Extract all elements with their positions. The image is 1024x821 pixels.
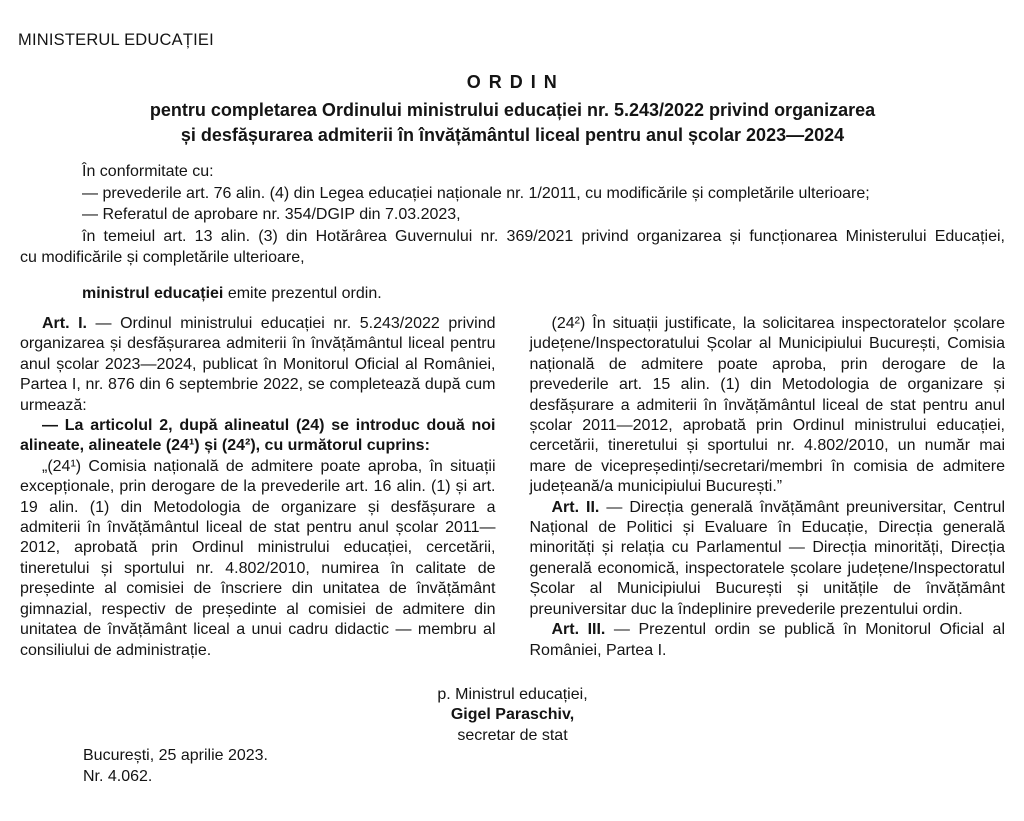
preamble	[20, 161, 1005, 304]
article-3-text: — Prezentul ordin se publică în Monitorul Oficial al României, Partea I.	[529, 621, 1005, 659]
order-body	[20, 314, 1005, 661]
issuance-details	[83, 746, 1005, 787]
article-1-label: Art. I.	[42, 315, 87, 332]
order-title	[20, 98, 1005, 148]
left-column	[20, 314, 496, 661]
place-and-date: București, 25 aprilie 2023.	[83, 747, 268, 765]
enactment-subject: ministrul educației	[82, 284, 224, 302]
order-title-line1: pentru completarea Ordinului ministrului educației nr. 5.243/2022 privind organizarea	[149, 100, 876, 120]
issuing-authority: MINISTERUL EDUCAȚIEI	[18, 31, 214, 49]
article-1-text: — Ordinul ministrului educației nr. 5.243/2022 privind organizarea și desfășurarea admiterii în învățământul liceal pentru anul școlar 2023—2024, publicat în Monitorul Oficial al României, Partea I, nr. 876 din 6 septembrie 2022, se completează după cum urmează:	[20, 315, 496, 414]
right-column	[530, 314, 1006, 661]
preamble-legal-basis-line2: cu modificările și completările ulterioare,	[20, 249, 305, 266]
enactment-rest: emite prezentul ordin.	[223, 284, 382, 302]
order-number: Nr. 4.062.	[83, 767, 153, 785]
order-heading: O R D I N	[466, 72, 559, 92]
preamble-intro: În conformitate cu:	[82, 163, 214, 180]
enactment-clause	[20, 283, 1005, 305]
preamble-item-approval-report: — Referatul de aprobare nr. 354/DGIP din 7.03.2023,	[82, 206, 461, 223]
article-2-label: Art. II.	[551, 498, 600, 516]
order-title-line2: și desfășurarea admiterii în învățământul liceal pentru anul școlar 2023—2024	[180, 125, 845, 145]
article-3	[530, 620, 1006, 661]
article-2-text: — Direcția generală învățământ preuniversitar, Centrul Național de Politici și Evaluare în Educație, Direcția generală minorități și relația cu Parlamentul — Direcția minorități, Direcția generală economică, inspectoratele școlare județene/Inspectoratul Școlar al Municipiului București și unitățile de învățământ preuniversitar duc la îndeplinire prevederile prezentului ordin.	[529, 498, 1005, 618]
signature-on-behalf: p. Ministrul educației,	[437, 685, 588, 703]
paragraph-24-2: (24²) În situații justificate, la solicitarea inspectoratelor școlare județene/Inspectoratului Școlar al Municipiului București, Comisia națională de admitere poate aproba, prin derogare de la prevederile art. 15 alin. (1) din Metodologia de organizare și desfășurare a admiterii în învățământul liceal de stat pentru anul școlar 2011—2012, aprobată prin Ordinul ministrului educației, cercetării, tineretului și sportului nr. 4.802/2010, un număr mai mare de vicepreședinți/secretari/membri în comisia de admitere județeană/a municipiului București.”	[529, 315, 1005, 496]
paragraph-24-1: „(24¹) Comisia națională de admitere poate aproba, în situații excepționale, prin derogare de la prevederile art. 16 alin. (1) și art. 19 alin. (1) din Metodologia de organizare și desfășurare a admiterii în învățământul liceal de stat pentru anul școlar 2011—2012, aprobată prin Ordinul ministrului educației, cercetării, tineretului și sportului nr. 4.802/2010, numirea în calitate de președinte al comisiei de înscriere din unitatea de învățământ gimnazial, respectiv de președinte al comisiei de admitere din unitatea de învățământ liceal a unui cadru didactic — membru al consiliului de administrație.	[20, 457, 496, 659]
article-1	[20, 314, 496, 416]
preamble-item-legal-provisions: — prevederile art. 76 alin. (4) din Legea educației naționale nr. 1/2011, cu modificările și completările ulterioare;	[82, 184, 870, 202]
preamble-legal-basis-line1: în temeiul art. 13 alin. (3) din Hotărârea Guvernului nr. 369/2021 privind organizarea și funcționarea Ministerului Educației,	[82, 227, 1005, 245]
signatory-name: Gigel Paraschiv,	[450, 706, 575, 724]
signatory-title: secretar de stat	[457, 726, 568, 744]
signature-block	[20, 685, 1005, 747]
amendment-intro: — La articolul 2, după alineatul (24) se introduc două noi alineate, alineatele (24¹) și (24²), cu următorul cuprins:	[20, 417, 496, 455]
article-2	[530, 498, 1006, 620]
article-3-label: Art. III.	[551, 621, 606, 639]
